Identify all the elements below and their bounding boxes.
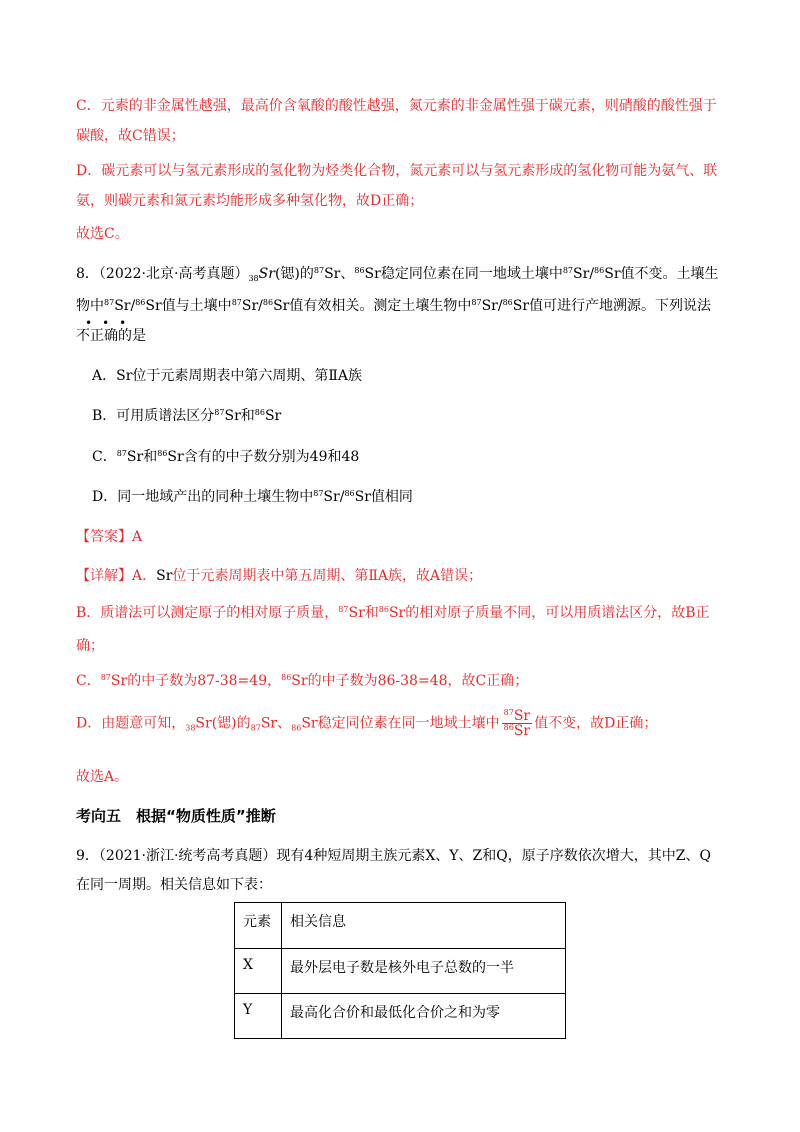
option-b: B．可用质谱法区分$^{87}$Sr和$^{86}$Sr	[92, 408, 282, 424]
table-cell: X	[235, 949, 282, 994]
table-header-row	[235, 903, 566, 949]
table-row	[235, 949, 566, 994]
table-row	[235, 994, 566, 1039]
isotope-ratio-fraction: $\frac{^{87}Sr}{^{86}Sr}$	[503, 708, 531, 739]
table-header-cell: 元素	[235, 903, 282, 949]
q8-line3: 不正确的是	[76, 328, 146, 344]
choose-answer: 故选A。	[76, 769, 129, 785]
detail-b-line1: B．质谱法可以测定原子的相对原子质量，$^{87}$Sr和$^{86}$Sr的相对原子质量不同，可以用质谱法区分，故B正	[76, 605, 710, 621]
table-cell: 最高化合价和最低化合价之和为零	[282, 994, 566, 1039]
explain-d-line2: 氨，则碳元素和氮元素均能形成多种氢化物，故D正确；	[76, 193, 424, 209]
detail-d: D．由题意可知，$_{38}$Sr(锶)的$_{87}$Sr、$_{86}$Sr稳定同位素在同一地域土壤中 $\frac{^{87}Sr}{^{86}Sr}$ 值不变，故D正确；	[76, 708, 658, 739]
choose-prev: 故选C。	[76, 226, 129, 242]
option-c: C．$^{87}$Sr和$^{86}$Sr含有的中子数分别为49和48	[92, 449, 360, 465]
explain-c-line2: 碳酸，故C错误；	[76, 128, 185, 144]
q8-line1: 8．（2022·北京·高考真题）$_{38}Sr$(锶)的$^{87}$Sr、$^{86}$Sr稳定同位素在同一地域土壤中$^{87}$Sr/$^{86}$Sr值不变。土壤生	[76, 266, 719, 283]
option-a: A．Sr位于元素周期表中第六周期、第ⅡA族	[92, 368, 363, 384]
explain-c-line1: C．元素的非金属性越强，最高价含氧酸的酸性越强，氮元素的非金属性强于碳元素，则硝酸的酸性强于	[76, 98, 717, 114]
detail-a: 【详解】A．Sr位于元素周期表中第五周期、第ⅡA族，故A错误；	[76, 568, 483, 584]
detail-c: C．$^{87}$Sr的中子数为87-38=49，$^{86}$Sr的中子数为86-38=48，故C正确；	[76, 673, 529, 689]
detail-b-line2: 确；	[76, 638, 104, 654]
option-d: D．同一地域产出的同种土壤生物中$^{87}$Sr/$^{86}$Sr值相同	[92, 489, 413, 505]
table-cell: 最外层电子数是核外电子总数的一半	[282, 949, 566, 994]
table-header-cell: 相关信息	[282, 903, 566, 949]
q9-line1: 9．（2021·浙江·统考高考真题）现有4种短周期主族元素X、Y、Z和Q，原子序数依次增大，其中Z、Q	[76, 848, 711, 864]
q8-line2: 物中$^{87}$Sr/$^{86}$Sr值与土壤中$^{87}$Sr/$^{86}$Sr值有效相关。测定土壤生物中$^{87}$Sr/$^{86}$Sr值可进行产地溯源。下列说法	[76, 298, 712, 314]
answer: 【答案】A	[76, 529, 143, 545]
info-table	[234, 902, 566, 1039]
q9-line2: 在同一周期。相关信息如下表：	[76, 877, 272, 893]
table-cell: Y	[235, 994, 282, 1039]
explain-d-line1: D．碳元素可以与氢元素形成的氢化物为烃类化合物，氮元素可以与氢元素形成的氢化物可能为氨气、联	[76, 163, 718, 179]
section-heading: 考向五 根据“物质性质”推断	[76, 807, 276, 825]
emphasis-dots: •••	[85, 316, 137, 330]
